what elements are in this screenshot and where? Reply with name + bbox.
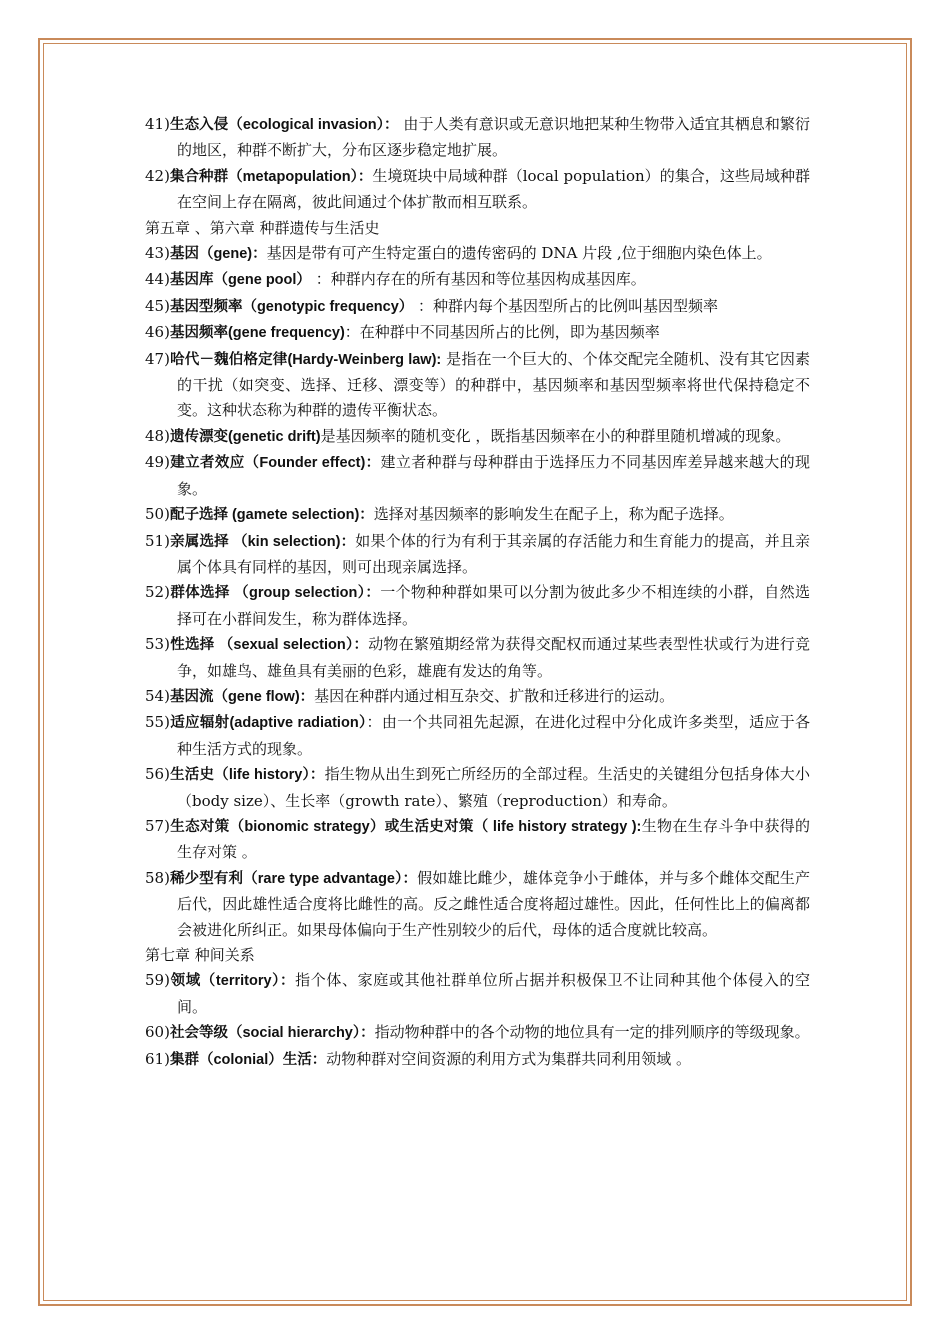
glossary-entry — [145, 866, 810, 943]
glossary-entry — [145, 1047, 810, 1073]
glossary-entry — [145, 267, 810, 293]
entry-term: 基因流（gene flow)： — [169, 688, 315, 705]
entry-definition: 是基因频率的随机变化 ，既指基因频率在小的种群里随机增减的现象。 — [320, 426, 791, 445]
glossary-entry — [145, 580, 810, 632]
entry-term: 基因库（gene pool） — [169, 272, 311, 289]
entry-term: 基因（gene)： — [169, 246, 267, 263]
entry-term: 社会等级（social hierarchy）： — [169, 1025, 375, 1042]
glossary-entry — [145, 241, 810, 267]
glossary-entry — [145, 164, 810, 216]
entry-number: 60) — [145, 1023, 170, 1042]
entry-term: 生态对策（bionomic strategy）或生活史对策（ life history strategy ): — [169, 818, 642, 835]
entry-definition: 如果个体的行为有利于其亲属的存活能力和生育能力的提高，并且亲属个体具有同样的基因，则可出现亲属选择。 — [177, 531, 810, 576]
entry-number: 52) — [145, 583, 170, 602]
entry-number: 57) — [145, 816, 170, 835]
glossary-entry — [145, 502, 810, 528]
entry-definition: 动物种群对空间资源的利用方式为集群共同利用领域 。 — [326, 1049, 692, 1068]
entry-term: 群体选择 （group selection）： — [169, 585, 381, 602]
entry-definition: 动物在繁殖期经常为获得交配权而通过某些表型性状或行为进行竞争，如雄鸟、雄鱼具有美丽的色彩，雄鹿有发达的角等。 — [177, 635, 810, 680]
glossary-entry — [145, 710, 810, 762]
glossary-entry — [145, 450, 810, 502]
entry-number: 56) — [145, 765, 170, 784]
entry-number: 54) — [145, 686, 170, 705]
entry-term: 集群（colonial）生活： — [169, 1051, 327, 1068]
entry-definition: 指动物种群中的各个动物的地位具有一定的排列顺序的等级现象。 — [374, 1023, 810, 1042]
entry-definition: ：在种群中不同基因所占的比例，即为基因频率 — [344, 323, 660, 342]
entry-number: 42) — [145, 166, 170, 185]
entry-term: 建立者效应（Founder effect)： — [169, 455, 381, 472]
glossary-content — [145, 112, 810, 1073]
entry-term: 生态入侵（ecological invasion）： — [169, 117, 399, 133]
entry-definition: 是指在一个巨大的、个体交配完全随机、没有其它因素的干扰（如突变、选择、迁移、漂变等）的种群中，基因频率和基因型频率将世代保持稳定不变。这种状态称为种群的遗传平衡状态。 — [177, 349, 810, 420]
entry-term: 性选择 （sexual selection）： — [169, 637, 369, 654]
entry-term: 适应辐射(adaptive radiation） — [169, 715, 367, 732]
entry-definition: 生境斑块中局域种群（local population）的集合，这些局域种群在空间上存在隔离，彼此间通过个体扩散而相互联系。 — [177, 166, 810, 212]
entry-term: 哈代－魏伯格定律(Hardy-Weinberg law): — [169, 351, 442, 368]
entry-term: 配子选择 (gamete selection)： — [169, 507, 374, 524]
glossary-entry — [145, 762, 810, 814]
entry-term: 遗传漂变(genetic drift) — [169, 428, 321, 445]
glossary-entry — [145, 424, 810, 450]
entry-term: 集合种群（metapopulation）： — [169, 168, 373, 185]
entry-term: 领域（territory）： — [169, 973, 296, 990]
entry-number: 43) — [145, 244, 170, 263]
entry-definition: 指个体、家庭或其他社群单位所占据并积极保卫不让同种其他个体侵入的空间。 — [177, 971, 810, 1016]
entry-definition: 生物在生存斗争中获得的生存对策 。 — [177, 816, 810, 862]
entry-term: 亲属选择 （kin selection)： — [169, 533, 356, 550]
entry-number: 59) — [145, 971, 170, 990]
entry-definition: 基因是带有可产生特定蛋白的遗传密码的 DNA 片段 ,位于细胞内染色体上。 — [266, 244, 772, 263]
entry-definition: 选择对基因频率的影响发生在配子上，称为配子选择。 — [373, 505, 734, 524]
entry-number: 53) — [145, 635, 170, 654]
glossary-entry — [145, 684, 810, 710]
glossary-entry — [145, 529, 810, 581]
entry-definition: 建立者种群与母种群由于选择压力不同基因库差异越来越大的现象。 — [177, 453, 810, 498]
chapter-heading: 第七章 种间关系 — [145, 946, 255, 964]
entry-number: 49) — [145, 453, 170, 472]
entry-number: 51) — [145, 531, 170, 550]
entry-definition: 假如雄比雌少，雄体竞争小于雌体，并与多个雌体交配生产后代，因此雄性适合度将比雌性的高。反之雌性适合度将超过雄性。因此，任何性比上的偏离都会被进化所纠正。如果母体偏向于生产性别较少的后代，母体的适合度就比较高。 — [177, 868, 810, 939]
entry-number: 45) — [145, 296, 170, 315]
glossary-entry — [145, 320, 810, 346]
entry-term: 生活史（life history）： — [169, 767, 325, 784]
glossary-entry — [145, 294, 810, 320]
entry-number: 55) — [145, 713, 170, 732]
glossary-entry — [145, 814, 810, 866]
entry-definition: ：由一个共同祖先起源，在进化过程中分化成许多类型，适应于各种生活方式的现象。 — [177, 713, 810, 758]
entry-definition: 指生物从出生到死亡所经历的全部过程。生活史的关键组分包括身体大小（body size）、生长率（growth rate）、繁殖（reproduction）和寿命。 — [177, 765, 810, 810]
entry-definition: 基因在种群内通过相互杂交、扩散和迁移进行的运动。 — [314, 686, 675, 705]
entry-number: 58) — [145, 868, 170, 887]
entry-term: 稀少型有利（rare type advantage）： — [169, 870, 418, 887]
entry-number: 46) — [145, 323, 170, 342]
entry-definition: 由于人类有意识或无意识地把某种生物带入适宜其栖息和繁衍的地区，种群不断扩大，分布区逐步稳定地扩展。 — [177, 115, 810, 160]
entry-term: 基因频率(gene frequency) — [169, 325, 345, 342]
entry-number: 48) — [145, 426, 170, 445]
glossary-entry — [145, 632, 810, 684]
glossary-entry — [145, 347, 810, 424]
entry-term: 基因型频率（genotypic frequency） — [169, 298, 414, 315]
entry-definition: ：种群内存在的所有基因和等位基因构成基因库。 — [310, 270, 646, 289]
entry-definition: 一个物种种群如果可以分割为彼此多少不相连续的小群，自然选择可在小群间发生，称为群体选择。 — [177, 583, 810, 628]
glossary-entry — [145, 112, 810, 164]
entry-definition: ：种群内每个基因型所占的比例叫基因型频率 — [413, 296, 719, 315]
glossary-entry — [145, 968, 810, 1020]
glossary-entry — [145, 1020, 810, 1046]
entry-number: 47) — [145, 349, 170, 368]
entry-number: 41) — [145, 115, 170, 133]
entry-number: 61) — [145, 1049, 170, 1068]
entry-number: 44) — [145, 270, 170, 289]
chapter-heading: 第五章 、第六章 种群遗传与生活史 — [145, 218, 380, 237]
entry-number: 50) — [145, 505, 170, 524]
